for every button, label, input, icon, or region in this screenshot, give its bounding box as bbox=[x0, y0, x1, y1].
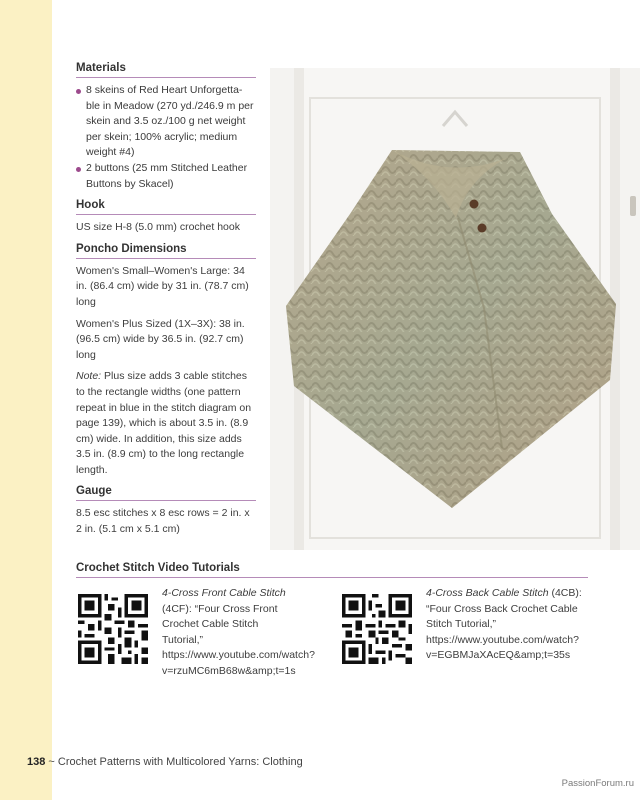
qr-code-icon[interactable] bbox=[78, 594, 148, 664]
dimensions-plus: Women's Plus Sized (1X–3X): 38 in. (96.5 cm) wide by 36.5 in. (92.7 cm) long bbox=[76, 317, 245, 361]
footer-separator: ~ bbox=[48, 756, 55, 768]
page-footer bbox=[27, 756, 303, 768]
bullet-icon bbox=[76, 89, 81, 94]
watermark-text: PassionForum.ru bbox=[561, 778, 634, 789]
poncho-photo-illustration bbox=[270, 68, 640, 550]
bullet-icon bbox=[76, 167, 81, 172]
video-tutorials-section bbox=[76, 562, 588, 677]
materials-title: Materials bbox=[76, 62, 256, 78]
front-cable-video-text: 4-Cross Front Cable Stitch (4CF): “Four Cross Front Crochet Cable Stitch Tutorial,” https://www.youtube.com/watch?v=rzuMC6mB68w&amp;t=1s bbox=[162, 587, 315, 677]
page-number: 138 bbox=[27, 756, 46, 768]
left-column bbox=[76, 62, 256, 545]
dimensions-title: Poncho Dimensions bbox=[76, 243, 256, 259]
qr-code-icon[interactable] bbox=[342, 594, 412, 664]
poncho-photo bbox=[270, 68, 640, 550]
materials-list bbox=[76, 83, 256, 192]
list-item: 8 skeins of Red Heart Unforgetta-ble in Meadow (270 yd./246.9 m per skein and 3.5 oz./100 g net weight per skein; 100% acrylic; medium weight #4) bbox=[76, 83, 256, 161]
hook-text: US size H-8 (5.0 mm) crochet hook bbox=[76, 221, 240, 234]
video-tutorials-title: Crochet Stitch Video Tutorials bbox=[76, 562, 588, 578]
gauge-text: 8.5 esc stitches x 8 esc rows = 2 in. x 2 in. (5.1 cm x 5.1 cm) bbox=[76, 507, 250, 536]
hook-title: Hook bbox=[76, 199, 256, 215]
gauge-section bbox=[76, 485, 256, 537]
footer-title: Crochet Patterns with Multicolored Yarns: Clothing bbox=[57, 756, 303, 768]
dimensions-small: Women's Small–Women's Large: 34 in. (86.4 cm) wide by 31 in. (78.7 cm) long bbox=[76, 264, 249, 308]
gauge-title: Gauge bbox=[76, 485, 256, 501]
dimensions-note: Note: Plus size adds 3 cable stitches to the rectangle widths (one pattern repeat in blue in the stitch diagram on page 139), which is about 3.5 in. (8.9 cm) wide. In addition, this size adds 3.5 in. (8.9 cm) to the long rectangle length. bbox=[76, 370, 252, 476]
materials-section bbox=[76, 62, 256, 192]
hook-section bbox=[76, 199, 256, 236]
side-color-strip bbox=[0, 0, 55, 800]
back-cable-video-text: 4-Cross Back Cable Stitch (4CB): “Four Cross Back Crochet Cable Stitch Tutorial,” https://www.youtube.com/watch?v=EGBMJaXAcEQ&amp;t=35s bbox=[426, 587, 582, 662]
list-item: 2 buttons (25 mm Stitched Leather Buttons by Skacel) bbox=[76, 161, 256, 192]
dimensions-section bbox=[76, 243, 256, 479]
